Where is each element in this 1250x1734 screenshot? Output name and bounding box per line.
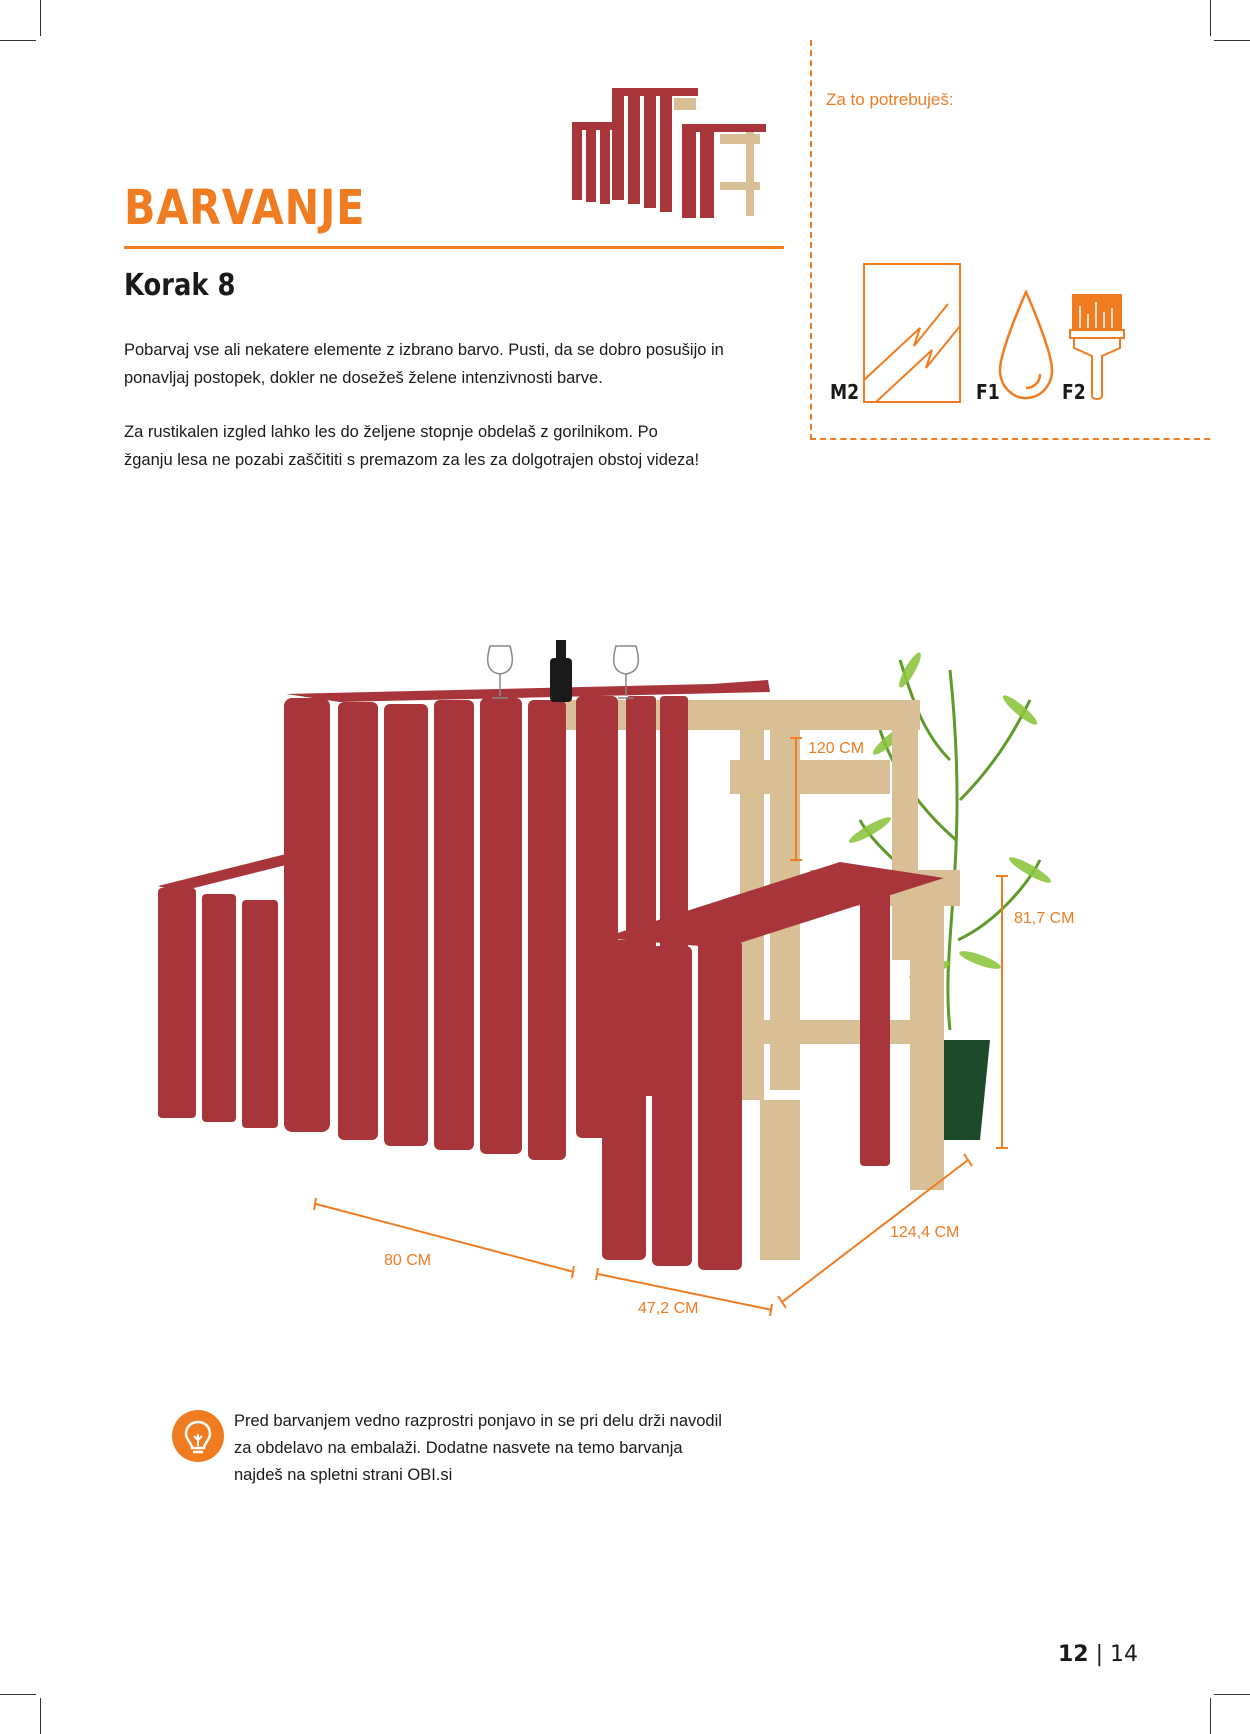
lightbulb-icon <box>172 1410 224 1462</box>
materials-label: Za to potrebuješ: <box>826 90 954 109</box>
instruction-paragraph-1: Pobarvaj vse ali nekatere elemente z izbrano barvo. Pusti, da se dobro posušijo in ponavljaj postopek, dokler ne dosežeš želene intenzivnosti barve. <box>124 341 724 387</box>
tool-code-f1: F1 <box>976 380 1000 404</box>
page-title: BARVANJE <box>124 180 366 236</box>
tool-code-f2: F2 <box>1062 380 1086 404</box>
dimension-height-table: 120 CM <box>808 740 865 757</box>
total-pages: 14 <box>1110 1642 1139 1667</box>
title-divider <box>124 246 784 249</box>
sandpaper-icon <box>862 262 962 404</box>
dimension-length: 124,4 CM <box>890 1224 960 1241</box>
tip-text: Pred barvanjem vedno razprostri ponjavo in se pri delu drži navodil za obdelavo na embalaži. Dodatne nasvete na temo barvanja najdeš na spletni strani OBI.si <box>234 1412 722 1484</box>
dimension-height-bench: 81,7 CM <box>1014 910 1075 927</box>
page-separator: | <box>1095 1642 1104 1667</box>
dimension-width-bench: 47,2 CM <box>638 1300 699 1317</box>
tool-code-m2: M2 <box>830 380 860 404</box>
dimension-width-table: 80 CM <box>384 1252 432 1269</box>
page-number <box>1058 1642 1138 1667</box>
paint-drop-icon <box>996 290 1056 402</box>
pallet-table-illustration <box>150 640 1110 1320</box>
current-page: 12 <box>1058 1642 1089 1667</box>
instruction-paragraph-2: Za rustikalen izgled lahko les do željene stopnje obdelaš z gorilnikom. Po žganju lesa ne pozabi zaščititi s premazom za les za dolgotrajen obstoj videza! <box>124 423 700 469</box>
preview-table-illustration <box>570 84 770 234</box>
tip-badge <box>172 1410 224 1462</box>
step-heading: Korak 8 <box>124 268 236 303</box>
